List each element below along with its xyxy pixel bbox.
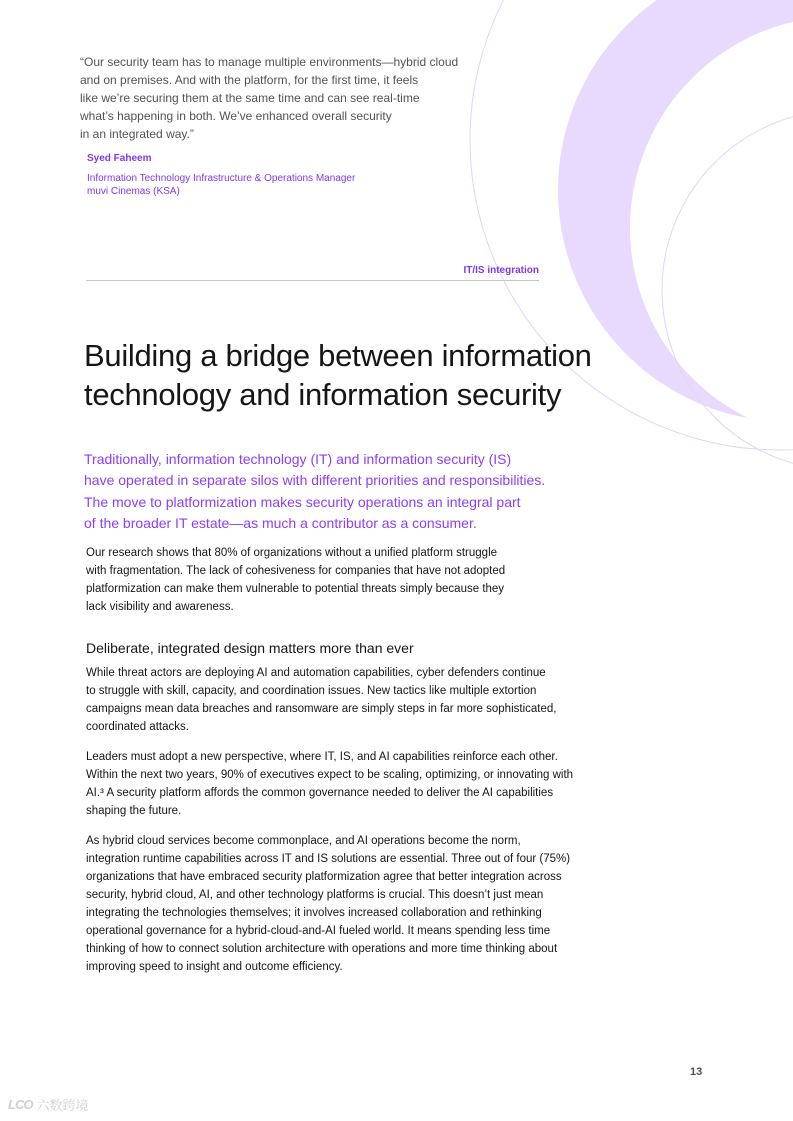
page-title bbox=[84, 336, 644, 414]
watermark-text: 六数跨境 bbox=[36, 1098, 89, 1113]
watermark bbox=[8, 1095, 88, 1114]
text-line: campaigns mean data breaches and ransomware are simply steps in far more sophisticated, bbox=[86, 703, 557, 715]
customer-quote: “Our security team has to manage multiple environments—hybrid cloud and on premises. And with the platform, for the first time, it feels like we’re securing them at the same time and can see real-time what’s happening in both. We’ve enhanced overall security in an integrated way.” bbox=[80, 55, 459, 141]
text-line: improving speed to insight and outcome efficiency. bbox=[86, 961, 343, 973]
text-line: Within the next two years, 90% of executives expect to be scaling, optimizing, or innovating with bbox=[86, 769, 574, 781]
body-paragraph-4 bbox=[86, 832, 570, 976]
lead-line: have operated in separate silos with different priorities and responsibilities. bbox=[84, 472, 546, 489]
text-line: shaping the future. bbox=[86, 805, 182, 817]
lead-line: The move to platformization makes security operations an integral part bbox=[84, 493, 521, 510]
lead-line: of the broader IT estate—as much a contributor as a consumer. bbox=[84, 514, 477, 531]
text-line: organizations that have embraced security platformization agree that better integration across bbox=[86, 871, 562, 883]
text-line: Our research shows that 80% of organizations without a unified platform struggle bbox=[86, 547, 498, 559]
subheading: Deliberate, integrated design matters more than ever bbox=[86, 640, 414, 656]
section-tag: IT/IS integration bbox=[463, 265, 539, 276]
title-line: technology and information security bbox=[84, 377, 562, 412]
body-paragraph-1 bbox=[86, 544, 505, 616]
lead-line: Traditionally, information technology (IT) and information security (IS) bbox=[84, 451, 512, 467]
text-line: security, hybrid cloud, AI, and other technology platforms is crucial. This doesn’t just mean bbox=[86, 889, 544, 901]
text-line: lack visibility and awareness. bbox=[86, 601, 234, 613]
text-line: operational governance for a hybrid-cloud-and-AI fueled world. It means spending less time bbox=[86, 925, 551, 937]
text-line: While threat actors are deploying AI and automation capabilities, cyber defenders continue bbox=[86, 667, 546, 679]
text-line: integration runtime capabilities across IT and IS solutions are essential. Three out of four (75%) bbox=[86, 853, 571, 865]
quote-role-line: muvi Cinemas (KSA) bbox=[87, 185, 180, 197]
text-line: coordinated attacks. bbox=[86, 721, 189, 733]
text-line: integrating the technologies themselves; it involves increased collaboration and rethinking bbox=[86, 907, 542, 919]
quote-author: Syed Faheem bbox=[87, 153, 152, 164]
title-line: Building a bridge between information bbox=[84, 338, 592, 373]
quote-author-role bbox=[87, 173, 355, 198]
text-line: platformization can make them vulnerable to potential threats simply because they bbox=[86, 583, 505, 595]
text-line: AI.³ A security platform affords the common governance needed to deliver the AI capabilities bbox=[86, 787, 554, 799]
watermark-logo: LCO bbox=[8, 1097, 33, 1112]
quote-role-line: Information Technology Infrastructure & Operations Manager bbox=[87, 173, 356, 184]
text-line: with fragmentation. The lack of cohesiveness for companies that have not adopted bbox=[86, 565, 506, 577]
body-paragraph-2 bbox=[86, 664, 556, 736]
text-line: thinking of how to connect solution architecture with operations and more time thinking about bbox=[86, 943, 558, 955]
page-number: 13 bbox=[690, 1066, 703, 1078]
text-line: to struggle with skill, capacity, and coordination issues. New tactics like multiple extortion bbox=[86, 685, 537, 697]
lead-paragraph bbox=[84, 449, 584, 534]
divider bbox=[86, 280, 539, 281]
body-paragraph-3 bbox=[86, 748, 573, 820]
text-line: As hybrid cloud services become commonplace, and AI operations become the norm, bbox=[86, 835, 521, 847]
text-line: Leaders must adopt a new perspective, where IT, IS, and AI capabilities reinforce each other. bbox=[86, 751, 558, 763]
